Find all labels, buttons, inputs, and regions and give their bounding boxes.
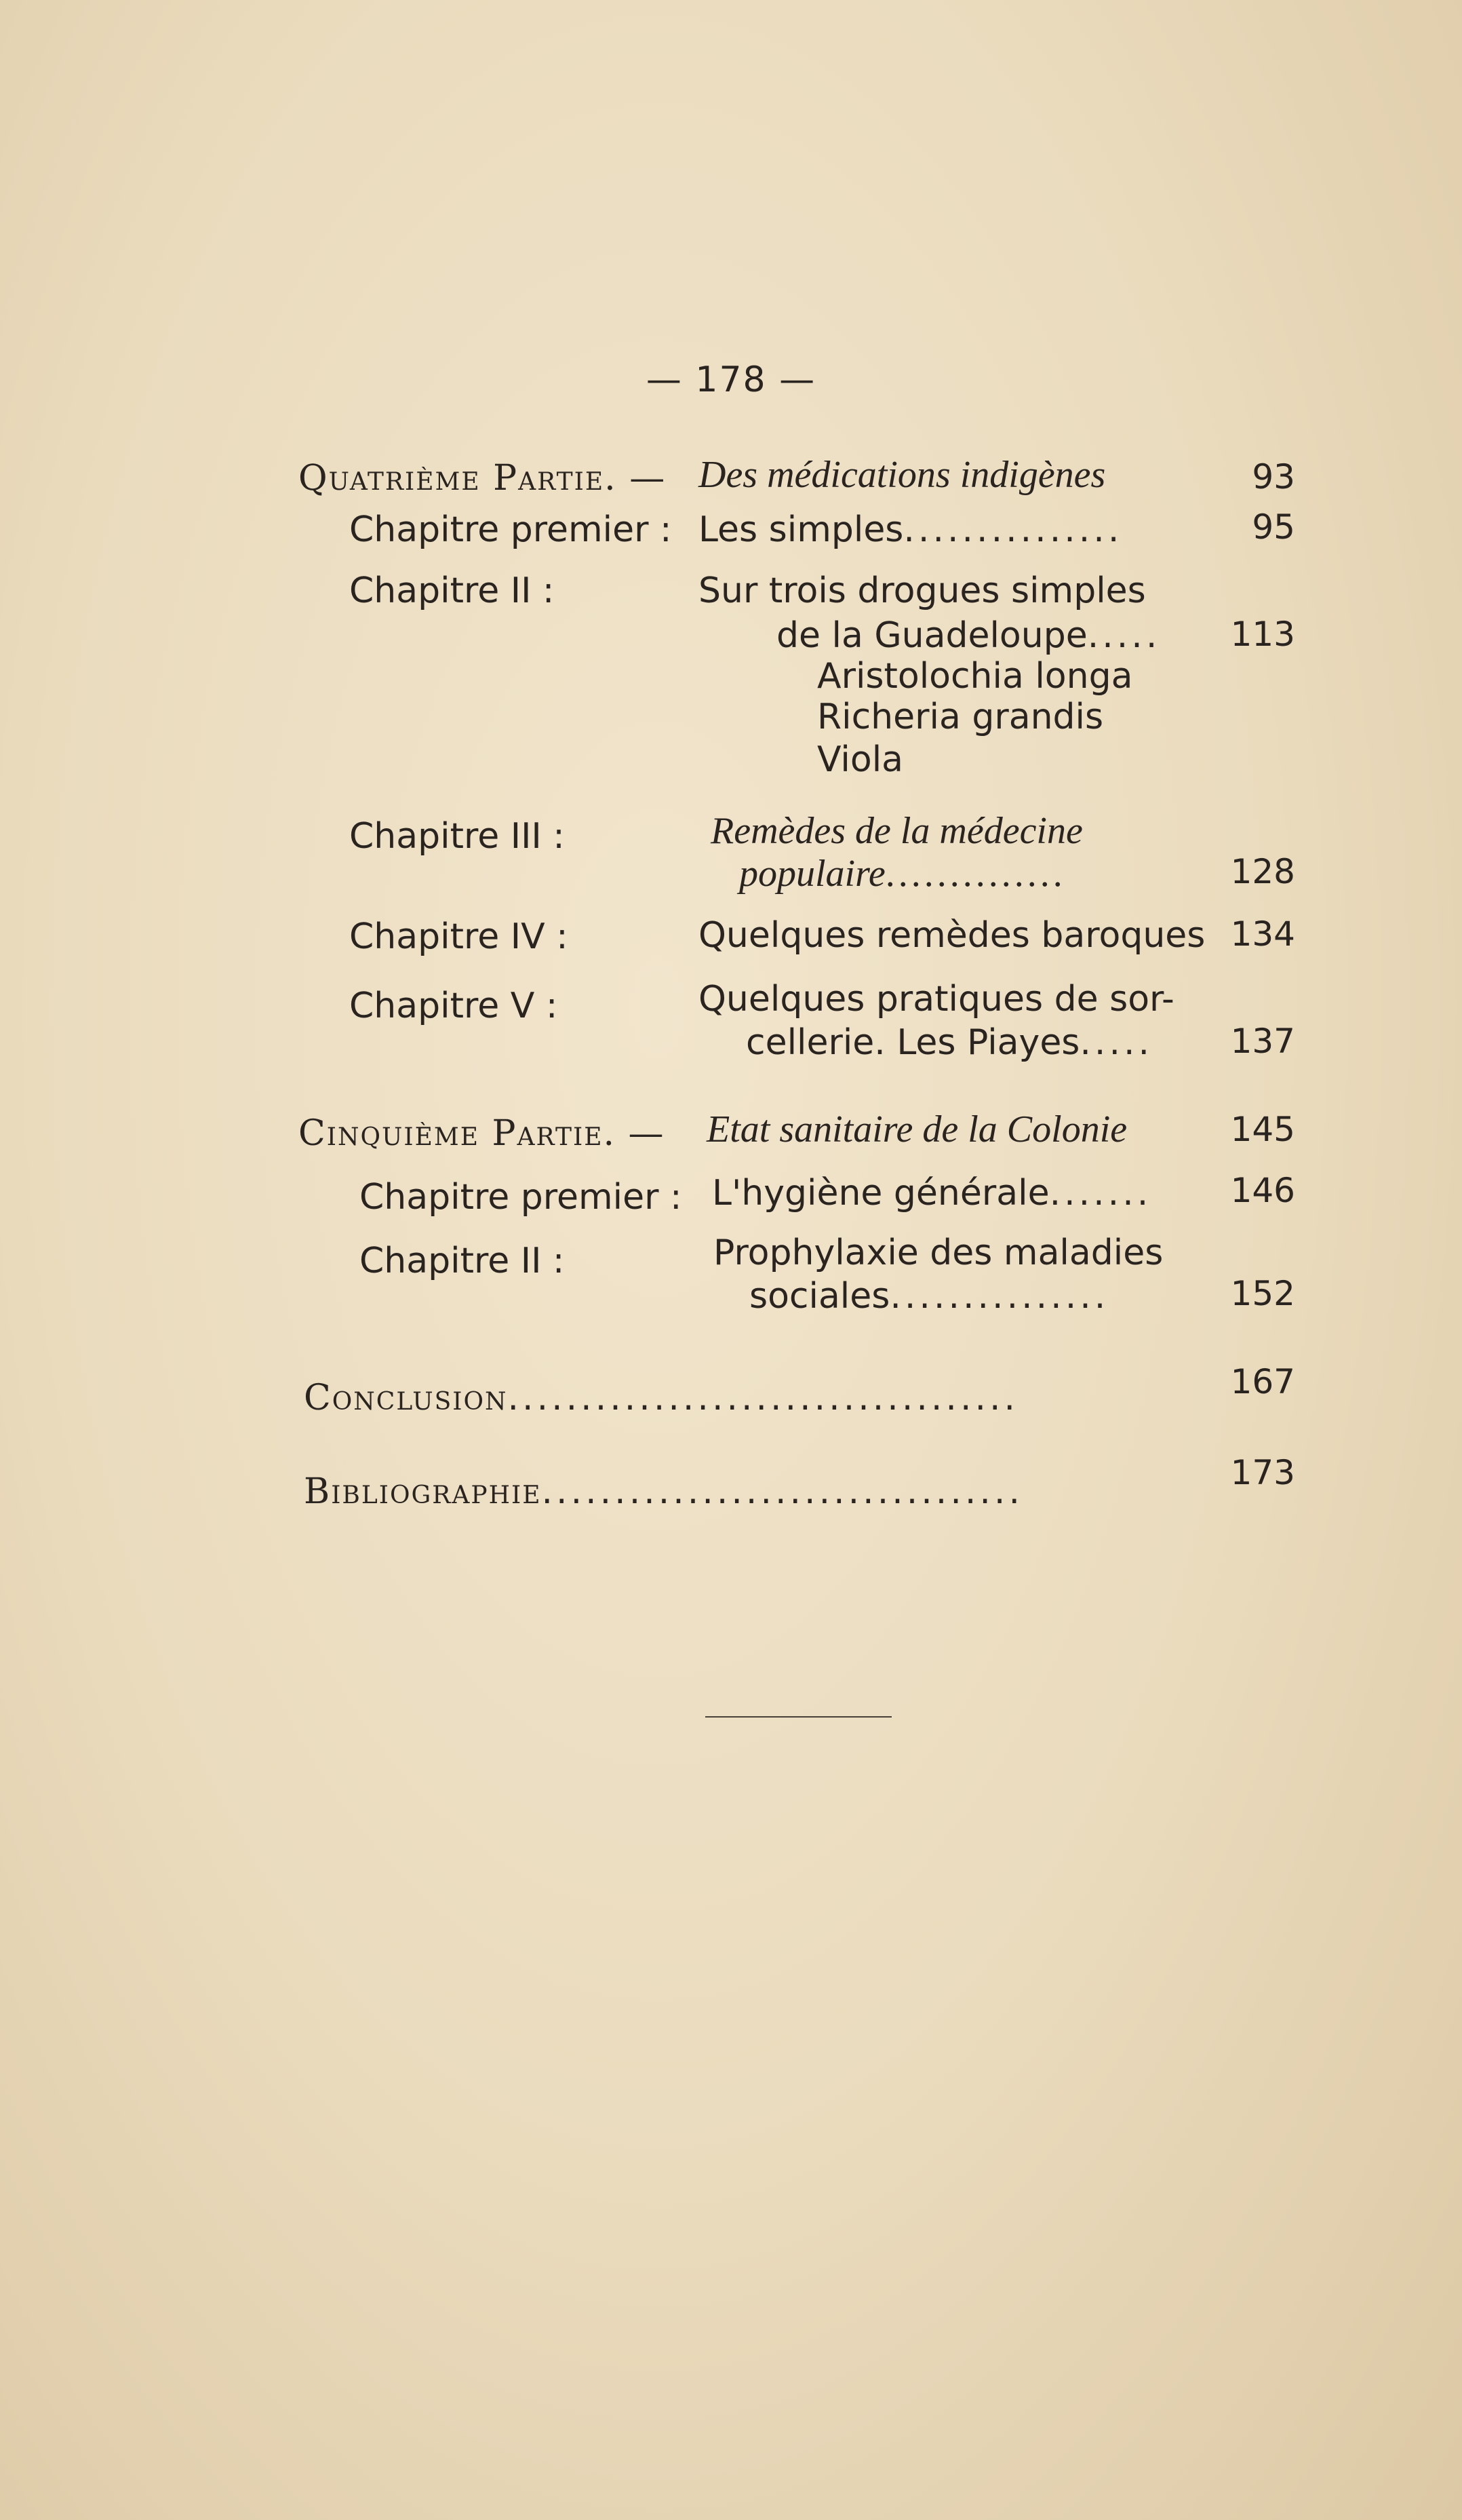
p4-chapter-1-title-text: Les simples [698,509,904,550]
part-5-label: Cinquième Partie. — [298,1113,665,1154]
leader-dots: .............. [885,853,1066,895]
part-4-label: Quatrième Partie. — [298,458,667,499]
p4-chapter-2-sub-3: Viola [817,739,904,780]
part-5-title: Etat sanitaire de la Colonie [707,1108,1128,1150]
bibliographie-page: 173 [1230,1453,1295,1492]
page-number: — 178 — [646,360,816,400]
p4-chapter-3-title-line2 [739,850,1066,897]
conclusion-label: Conclusion [304,1378,508,1418]
p5-chapter-1-title [712,1169,1151,1217]
leader-dots: ................................... [507,1378,1019,1418]
p4-chapter-3-title-line1: Remèdes de la médecine [711,810,1083,852]
p4-chapter-1-page: 95 [1252,507,1295,547]
bibliographie-entry [304,1468,1023,1515]
p5-chapter-2-title-line1: Prophylaxie des maladies [713,1233,1164,1273]
p5-chapter-1-title-text: L'hygiène générale [712,1173,1050,1214]
conclusion-page: 167 [1230,1362,1295,1401]
p5-chapter-1-label: Chapitre premier : [359,1177,682,1218]
p5-chapter-2-label: Chapitre II : [359,1241,565,1281]
p5-chapter-2-title-line2-text: sociales [749,1276,890,1317]
p4-chapter-2-label: Chapitre II : [349,570,555,611]
p4-chapter-5-title-line2 [746,1019,1153,1066]
p4-chapter-4-label: Chapitre IV : [349,916,568,957]
p4-chapter-2-sub-1: Aristolochia longa [817,656,1133,697]
p4-chapter-4-title: Quelques remèdes baroques [698,915,1206,956]
part-5-page: 145 [1230,1110,1295,1149]
conclusion-entry [304,1374,1019,1422]
end-rule [705,1716,892,1718]
p4-chapter-2-title-line2-text: de la Guadeloupe [776,615,1088,656]
p4-chapter-5-title-line1: Quelques pratiques de sor- [698,979,1174,1020]
p4-chapter-3-page: 128 [1230,852,1295,891]
leader-dots: ..... [1087,615,1161,656]
p5-chapter-2-title-line2 [749,1273,1109,1320]
part-4-title: Des médications indigènes [698,454,1106,496]
p4-chapter-5-label: Chapitre V : [349,986,558,1026]
part-4-page: 93 [1252,457,1295,497]
p4-chapter-5-page: 137 [1230,1022,1295,1061]
p5-chapter-1-page: 146 [1230,1171,1295,1210]
p4-chapter-1-label: Chapitre premier : [349,509,672,550]
p4-chapter-2-title-line1: Sur trois drogues simples [698,570,1146,611]
leader-dots: ..... [1080,1022,1153,1063]
p4-chapter-5-title-line2-text: cellerie. Les Piayes [746,1022,1080,1063]
p4-chapter-1-title [698,506,1122,554]
bibliographie-label: Bibliographie [304,1471,542,1512]
leader-dots: ............... [890,1276,1109,1317]
p4-chapter-3-title-line2-text: populaire [739,853,886,895]
p4-chapter-3-label: Chapitre III : [349,816,565,857]
p4-chapter-4-page: 134 [1230,914,1295,954]
p4-chapter-2-sub-2: Richeria grandis [817,697,1104,737]
leader-dots: ................................. [541,1471,1023,1512]
leader-dots: ............... [903,509,1123,550]
p5-chapter-2-page: 152 [1230,1274,1295,1313]
p4-chapter-2-page: 113 [1230,615,1295,654]
leader-dots: ....... [1049,1173,1152,1214]
